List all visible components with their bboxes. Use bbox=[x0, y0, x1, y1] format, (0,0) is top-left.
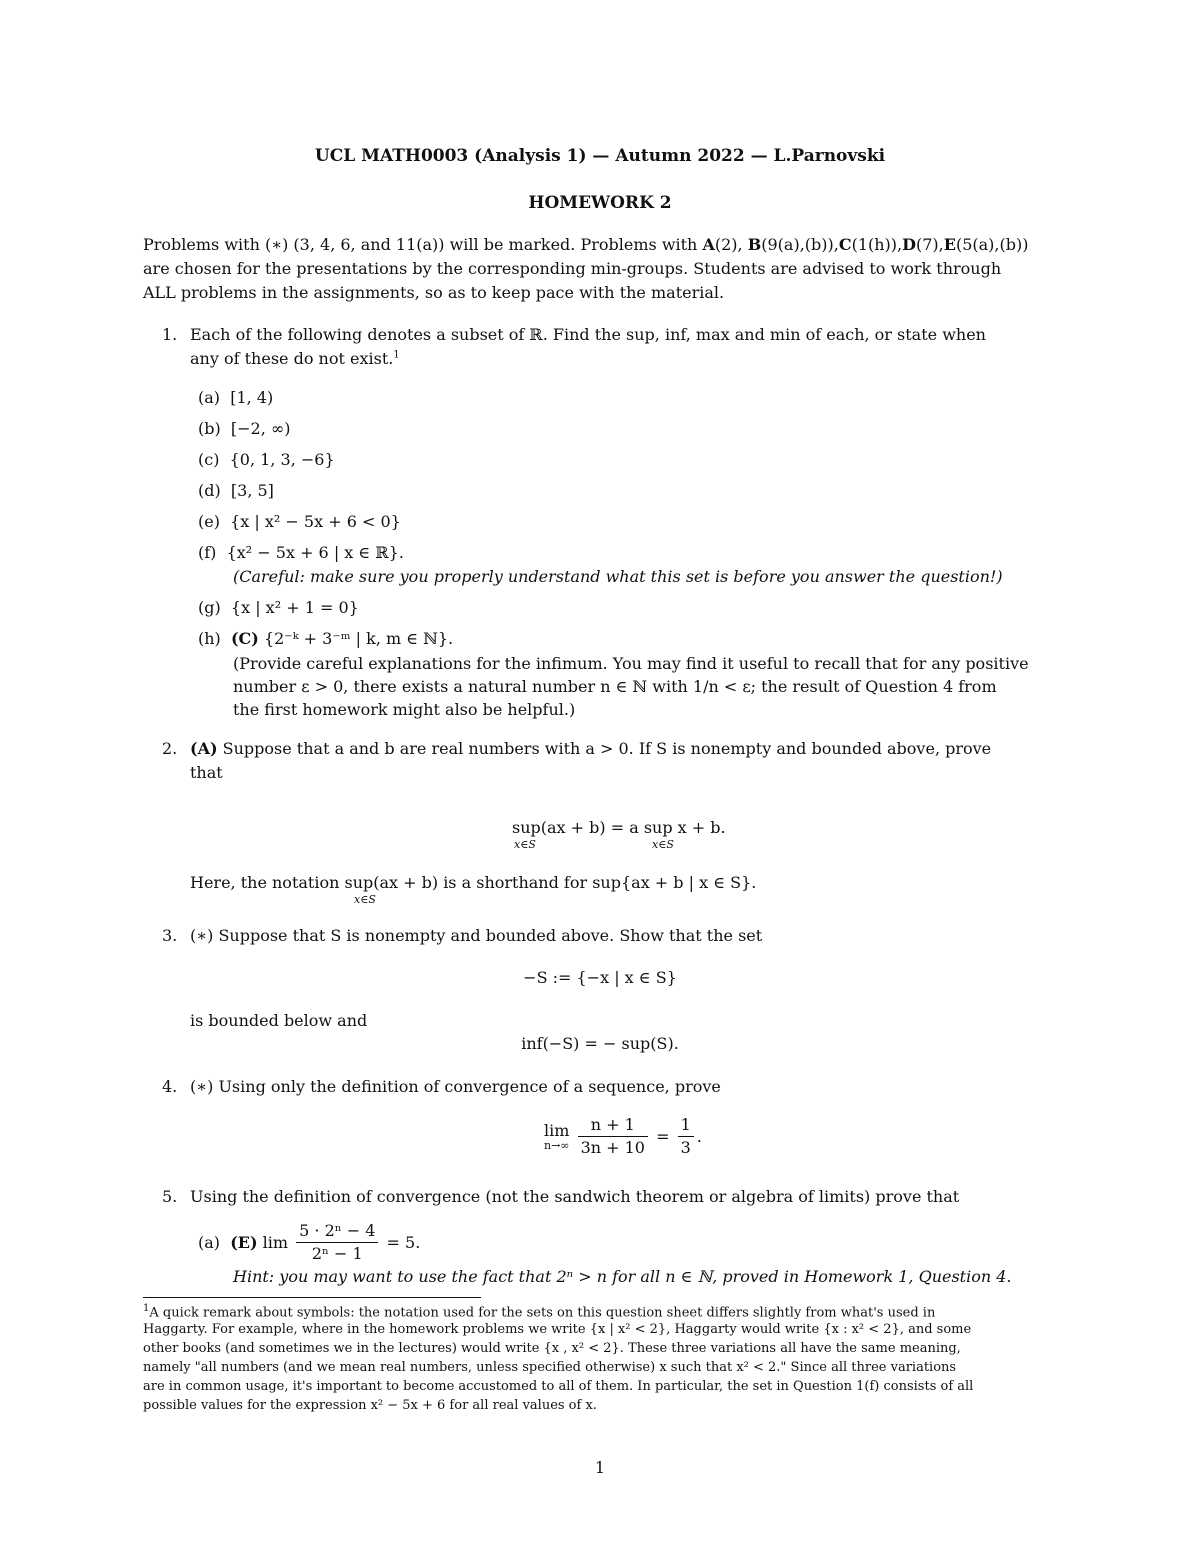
q1-item-c: (c) {0, 1, 3, −6} bbox=[198, 450, 335, 469]
footnote-line-5: are in common usage, it's important to become accustomed to all of them. In particular, the set in Question 1(f) consists of all bbox=[143, 1379, 974, 1394]
q4-number: 4. bbox=[162, 1077, 178, 1096]
q1-number: 1. bbox=[162, 325, 178, 344]
q2-line-2: that bbox=[190, 763, 223, 782]
q2-line-1: (A) Suppose that a and b are real numbers with a > 0. If S is nonempty and bounded above, prove bbox=[190, 739, 992, 758]
q1-item-a: (a) [1, 4) bbox=[198, 388, 274, 407]
q3-number: 3. bbox=[162, 926, 178, 945]
q2-number: 2. bbox=[162, 739, 178, 758]
intro-line-3: ALL problems in the assignments, so as to keep pace with the material. bbox=[143, 283, 725, 302]
q1-h-note-3: the first homework might also be helpful.) bbox=[233, 700, 576, 719]
q1-item-e: (e) {x | x² − 5x + 6 < 0} bbox=[198, 512, 401, 531]
q1-h-note-2: number ε > 0, there exists a natural number n ∈ ℕ with 1/n < ε; the result of Question 4 from bbox=[233, 677, 997, 696]
q2-note: Here, the notation sup(ax + b) is a shorthand for sup{ax + b | x ∈ S}. bbox=[190, 873, 757, 892]
q4-line-1: (∗) Using only the definition of convergence of a sequence, prove bbox=[190, 1077, 721, 1096]
q1-f-note: (Careful: make sure you properly understand what this set is before you answer the question!) bbox=[233, 567, 1003, 586]
q5-hint: Hint: you may want to use the fact that 2ⁿ > n for all n ∈ ℕ, proved in Homework 1, Question 4. bbox=[233, 1267, 1012, 1286]
q3-line-1: (∗) Suppose that S is nonempty and bounded above. Show that the set bbox=[190, 926, 763, 945]
q3-equation-2: inf(−S) = − sup(S). bbox=[521, 1034, 679, 1053]
q5-number: 5. bbox=[162, 1187, 178, 1206]
q2-eq-subscript-2: x∈S bbox=[652, 838, 674, 851]
q3-equation-1: −S := {−x | x ∈ S} bbox=[523, 968, 677, 987]
homework-title: HOMEWORK 2 bbox=[528, 193, 672, 213]
footnote-marker: 1 bbox=[393, 349, 400, 361]
q1-line-1: Each of the following denotes a subset of ℝ. Find the sup, inf, max and min of each, or state when bbox=[190, 325, 986, 344]
q4-limit-equation: lim n→∞ $\frac{n + 1}{3n + 10}$ = $\frac{1}{3}$ . bbox=[544, 1115, 702, 1157]
q5-item-a: (a) (E) lim $\frac{\text{5 · 2ⁿ − 4}}{\text{2ⁿ − 1}}$ = 5. bbox=[198, 1221, 421, 1263]
q1-h-note-1: (Provide careful explanations for the infimum. You may find it useful to recall that for any positive bbox=[233, 654, 1029, 673]
course-title: UCL MATH0003 (Analysis 1) — Autumn 2022 — L.Parnovski bbox=[314, 146, 886, 166]
q1-line-2: any of these do not exist.$^1$ bbox=[190, 349, 400, 368]
q3-line-2: is bounded below and bbox=[190, 1011, 368, 1030]
q2-eq-subscript-1: x∈S bbox=[514, 838, 536, 851]
q5-line-1: Using the definition of convergence (not the sandwich theorem or algebra of limits) prove that bbox=[190, 1187, 960, 1206]
footnote-line-1: $^1$A quick remark about symbols: the notation used for the sets on this question sheet differs slightly from what's used in bbox=[143, 1303, 936, 1321]
q1-item-d: (d) [3, 5] bbox=[198, 481, 274, 500]
footnote-line-3: other books (and sometimes we in the lectures) would write {x , x² < 2}. These three variations all have the same meaning, bbox=[143, 1341, 961, 1356]
q1-item-g: (g) {x | x² + 1 = 0} bbox=[198, 598, 359, 617]
q1-item-h: (h) (C) {2⁻ᵏ + 3⁻ᵐ | k, m ∈ ℕ}. bbox=[198, 629, 454, 648]
footnote-line-4: namely "all numbers (and we mean real numbers, unless specified otherwise) x such that x² < 2." Since all three variations bbox=[143, 1360, 957, 1375]
footnote-line-2: Haggarty. For example, where in the homework problems we write {x | x² < 2}, Haggarty would write {x : x² < 2}, and some bbox=[143, 1322, 972, 1337]
q2-equation: sup(ax + b) = a sup x + b. bbox=[512, 818, 726, 837]
intro-line-2: are chosen for the presentations by the corresponding min-groups. Students are advised to work through bbox=[143, 259, 1002, 278]
footnote-line-6: possible values for the expression x² − 5x + 6 for all real values of x. bbox=[143, 1398, 597, 1413]
q1-item-f: (f) {x² − 5x + 6 | x ∈ ℝ}. bbox=[198, 543, 404, 562]
q1-item-b: (b) [−2, ∞) bbox=[198, 419, 291, 438]
intro-line-1: Problems with (∗) (3, 4, 6, and 11(a)) will be marked. Problems with A(2), B(9(a),(b)),C(1(h)),D(7),E(5(a),(b)) bbox=[143, 235, 1029, 254]
q2-note-subscript: x∈S bbox=[354, 893, 376, 906]
footnote-rule bbox=[143, 1297, 481, 1298]
page-number: 1 bbox=[594, 1458, 606, 1477]
